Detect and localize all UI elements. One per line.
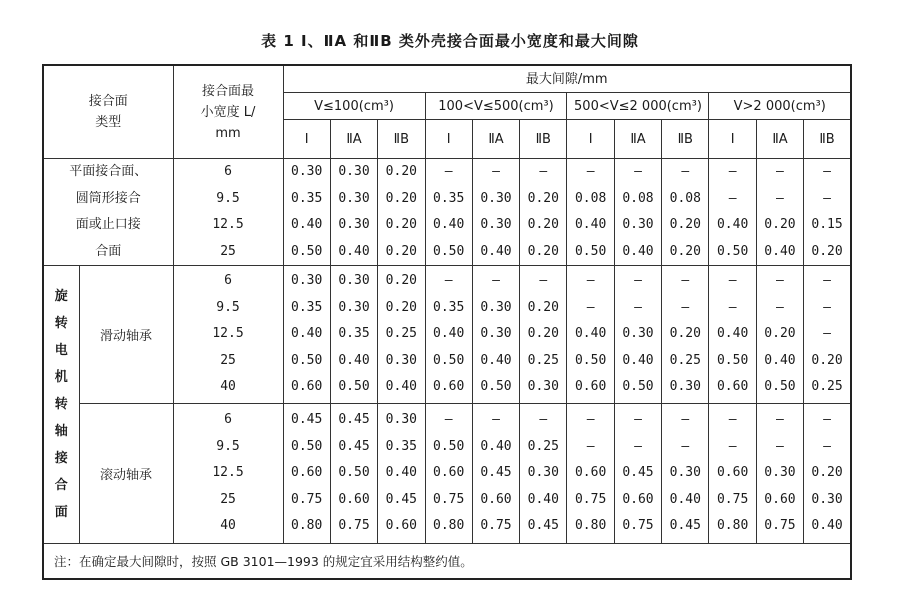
header-group: ⅡB (520, 120, 567, 159)
max-gap-cell: — — 0.30 0.40 0.45 (662, 404, 709, 544)
header-volume-range: V>2 000(cm³) (709, 93, 851, 120)
max-gap-cell: — 0.30 0.30 0.40 (472, 159, 519, 266)
min-width-cell: 6 9.5 12.5 25 40 (173, 404, 283, 544)
max-gap-cell: — 0.08 0.20 0.20 (662, 159, 709, 266)
max-gap-cell: — — 0.40 0.50 0.60 (567, 266, 614, 404)
max-gap-cell: 0.30 0.30 0.35 0.40 0.50 (330, 266, 377, 404)
max-gap-cell: 0.30 0.35 0.40 0.45 0.60 (378, 404, 425, 544)
max-gap-cell: 0.20 0.20 0.25 0.30 0.40 (378, 266, 425, 404)
gap-table (42, 64, 852, 580)
header-volume-range: 500<V≤2 000(cm³) (567, 93, 709, 120)
rotating-shaft-label: 旋 转 电 机 转 轴 接 合 面 (43, 266, 79, 544)
max-gap-cell: — 0.20 0.20 0.25 0.30 (520, 266, 567, 404)
header-group: Ⅰ (283, 120, 330, 159)
min-width-cell: 6 9.5 12.5 25 (173, 159, 283, 266)
max-gap-cell: — — — 0.20 0.25 (804, 266, 851, 404)
header-group: ⅡA (614, 120, 661, 159)
header-group: Ⅰ (709, 120, 756, 159)
max-gap-cell: — — 0.20 0.40 0.50 (756, 266, 803, 404)
max-gap-cell: — — 0.30 0.40 0.50 (614, 266, 661, 404)
max-gap-cell: — — 0.60 0.75 0.80 (709, 404, 756, 544)
max-gap-cell: 0.30 0.30 0.30 0.40 (330, 159, 377, 266)
max-gap-cell: — 0.25 0.30 0.40 0.45 (520, 404, 567, 544)
header-group: ⅡA (756, 120, 803, 159)
header-group: ⅡB (378, 120, 425, 159)
max-gap-cell: — 0.50 0.60 0.75 0.80 (425, 404, 472, 544)
header-group: ⅡB (804, 120, 851, 159)
header-volume-range: V≤100(cm³) (283, 93, 425, 120)
table-note: 注：在确定最大间隙时，按照 GB 3101—1993 的规定宜采用结构整约值。 (43, 544, 851, 580)
header-group: Ⅰ (425, 120, 472, 159)
max-gap-cell: — 0.08 0.30 0.40 (614, 159, 661, 266)
table-row (43, 159, 851, 266)
max-gap-cell: 0.45 0.45 0.50 0.60 0.75 (330, 404, 377, 544)
table-row (43, 266, 851, 404)
max-gap-cell: — 0.30 0.30 0.40 0.50 (472, 266, 519, 404)
max-gap-cell: — 0.35 0.40 0.50 0.60 (425, 266, 472, 404)
header-group: ⅡB (662, 120, 709, 159)
max-gap-cell: — — 0.45 0.60 0.75 (614, 404, 661, 544)
max-gap-cell: — 0.20 0.20 0.20 (520, 159, 567, 266)
header-volume-range: 100<V≤500(cm³) (425, 93, 567, 120)
header-group: ⅡA (330, 120, 377, 159)
max-gap-cell: — 0.08 0.40 0.50 (567, 159, 614, 266)
max-gap-cell: — — 0.60 0.75 0.80 (567, 404, 614, 544)
max-gap-cell: 0.30 0.35 0.40 0.50 (283, 159, 330, 266)
max-gap-cell: 0.20 0.20 0.20 0.20 (378, 159, 425, 266)
header-width: 接合面最 小宽度 L/ mm (173, 65, 283, 159)
max-gap-cell: — — 0.15 0.20 (804, 159, 851, 266)
header-max-gap: 最大间隙/mm (283, 65, 851, 93)
min-width-cell: 6 9.5 12.5 25 40 (173, 266, 283, 404)
max-gap-cell: — 0.40 0.45 0.60 0.75 (472, 404, 519, 544)
max-gap-cell: — — 0.40 0.50 (709, 159, 756, 266)
max-gap-cell: — — 0.40 0.50 0.60 (709, 266, 756, 404)
table-row (43, 404, 851, 544)
max-gap-cell: 0.30 0.35 0.40 0.50 0.60 (283, 266, 330, 404)
joint-type-label: 平面接合面、 圆筒形接合 面或止口接 合面 (43, 159, 173, 266)
max-gap-cell: — — 0.30 0.60 0.75 (756, 404, 803, 544)
max-gap-cell: 0.45 0.50 0.60 0.75 0.80 (283, 404, 330, 544)
header-group: ⅡA (472, 120, 519, 159)
max-gap-cell: — — 0.20 0.40 (756, 159, 803, 266)
header-type: 接合面 类型 (43, 65, 173, 159)
bearing-type-label: 滚动轴承 (79, 404, 173, 544)
max-gap-cell: — — 0.20 0.30 0.40 (804, 404, 851, 544)
header-group: Ⅰ (567, 120, 614, 159)
max-gap-cell: — — 0.20 0.25 0.30 (662, 266, 709, 404)
max-gap-cell: — 0.35 0.40 0.50 (425, 159, 472, 266)
bearing-type-label: 滑动轴承 (79, 266, 173, 404)
table-caption: 表 1 Ⅰ、ⅡA 和ⅡB 类外壳接合面最小宽度和最大间隙 (261, 32, 639, 50)
